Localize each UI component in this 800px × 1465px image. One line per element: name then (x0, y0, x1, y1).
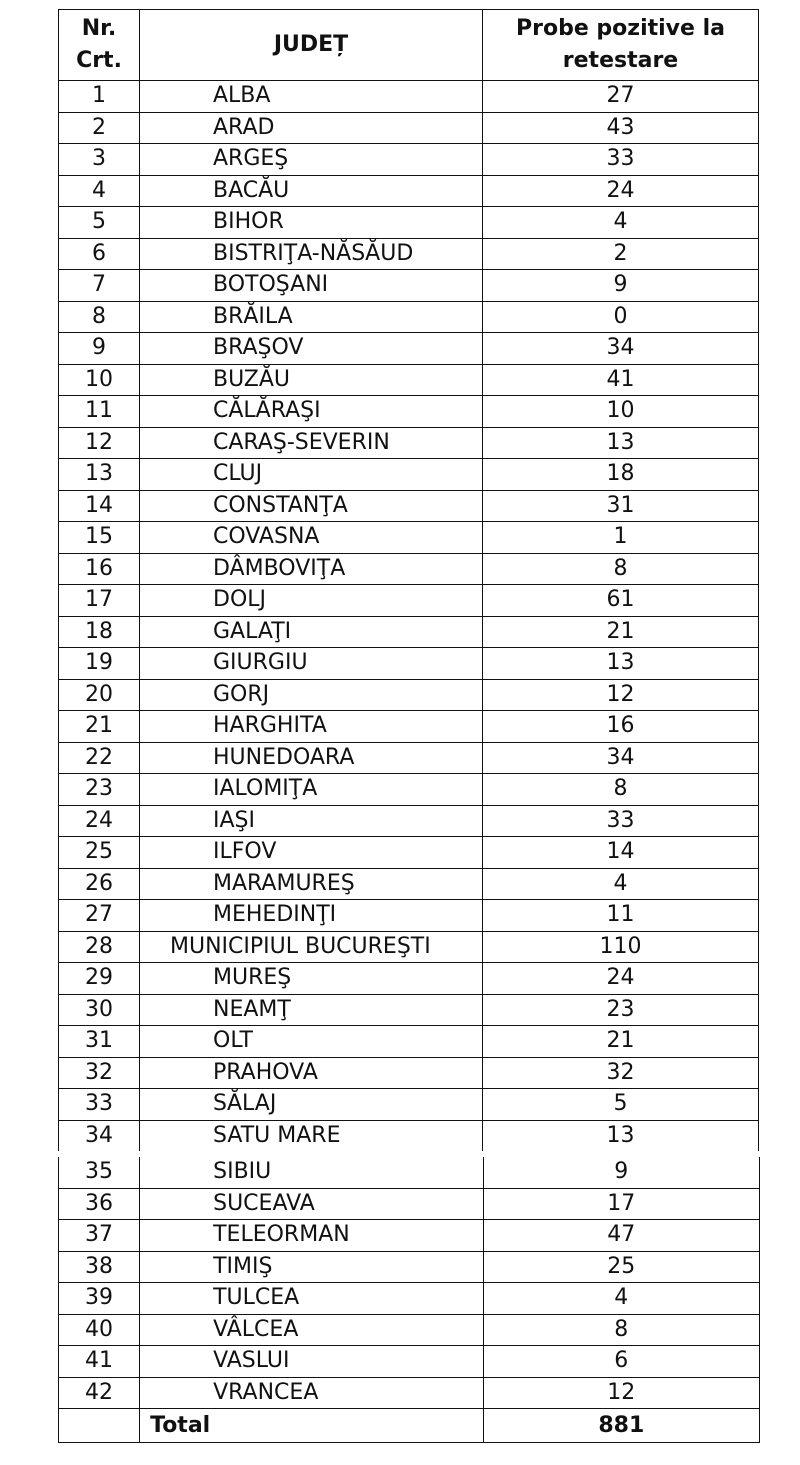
county-name: GIURGIU (140, 648, 483, 680)
county-name: ALBA (140, 81, 483, 113)
positive-count: 41 (483, 364, 759, 396)
row-number: 36 (59, 1188, 140, 1220)
positive-count: 11 (483, 900, 759, 932)
row-number: 10 (59, 364, 140, 396)
county-name: COVASNA (140, 522, 483, 554)
county-name: GALAŢI (140, 616, 483, 648)
positive-count: 43 (483, 112, 759, 144)
county-name: VASLUI (140, 1346, 483, 1378)
row-number: 21 (59, 711, 140, 743)
positive-count: 8 (483, 553, 759, 585)
positive-count: 4 (483, 868, 759, 900)
table-row (59, 459, 759, 491)
county-name: SUCEAVA (140, 1188, 483, 1220)
row-number: 35 (59, 1157, 140, 1188)
county-name: CLUJ (140, 459, 483, 491)
positive-count: 0 (483, 301, 759, 333)
table-row (59, 1057, 759, 1089)
positive-count: 18 (483, 459, 759, 491)
county-table-part-2 (58, 1157, 760, 1443)
row-number: 28 (59, 931, 140, 963)
table-row (59, 711, 759, 743)
table-row (59, 207, 759, 239)
positive-count: 23 (483, 994, 759, 1026)
county-name: SATU MARE (140, 1120, 483, 1151)
table-row (59, 585, 759, 617)
row-number: 9 (59, 333, 140, 365)
table-row (59, 1346, 760, 1378)
table-header-row (59, 10, 759, 81)
table-row (59, 1220, 760, 1252)
table-row (59, 301, 759, 333)
row-number: 11 (59, 396, 140, 428)
table-row (59, 81, 759, 113)
header-probe-pozitive: Probe pozitive la retestare (483, 10, 759, 81)
row-number: 19 (59, 648, 140, 680)
table-row (59, 553, 759, 585)
positive-count: 33 (483, 144, 759, 176)
county-name: ILFOV (140, 837, 483, 869)
table-row (59, 238, 759, 270)
row-number: 22 (59, 742, 140, 774)
positive-count: 9 (483, 1157, 759, 1188)
row-number: 8 (59, 301, 140, 333)
positive-count: 33 (483, 805, 759, 837)
table-row (59, 868, 759, 900)
county-name: CARAŞ-SEVERIN (140, 427, 483, 459)
table-row (59, 616, 759, 648)
row-number: 7 (59, 270, 140, 302)
positive-count: 13 (483, 1120, 759, 1151)
row-number: 18 (59, 616, 140, 648)
row-number: 32 (59, 1057, 140, 1089)
positive-count: 4 (483, 207, 759, 239)
row-number: 27 (59, 900, 140, 932)
positive-count: 4 (483, 1283, 759, 1315)
positive-count: 27 (483, 81, 759, 113)
row-number: 39 (59, 1283, 140, 1315)
row-number: 15 (59, 522, 140, 554)
county-name: NEAMŢ (140, 994, 483, 1026)
row-number: 38 (59, 1251, 140, 1283)
total-label: Total (140, 1409, 483, 1443)
county-name: TIMIŞ (140, 1251, 483, 1283)
county-name: CONSTANŢA (140, 490, 483, 522)
table-row (59, 1188, 760, 1220)
table-row (59, 837, 759, 869)
county-name: DÂMBOVIŢA (140, 553, 483, 585)
table-row (59, 364, 759, 396)
positive-count: 61 (483, 585, 759, 617)
table-row (59, 1314, 760, 1346)
county-name: TULCEA (140, 1283, 483, 1315)
positive-count: 8 (483, 1314, 759, 1346)
positive-count: 17 (483, 1188, 759, 1220)
positive-count: 12 (483, 1377, 759, 1409)
positive-count: 34 (483, 333, 759, 365)
row-number: 33 (59, 1089, 140, 1121)
row-number: 1 (59, 81, 140, 113)
positive-count: 32 (483, 1057, 759, 1089)
header-nr-crt: Nr. Crt. (59, 10, 140, 81)
positive-count: 5 (483, 1089, 759, 1121)
county-name: DOLJ (140, 585, 483, 617)
total-empty-cell (59, 1409, 140, 1443)
table-row (59, 1089, 759, 1121)
row-number: 16 (59, 553, 140, 585)
positive-count: 14 (483, 837, 759, 869)
table-row (59, 270, 759, 302)
row-number: 23 (59, 774, 140, 806)
table-row (59, 742, 759, 774)
row-number: 31 (59, 1026, 140, 1058)
row-number: 13 (59, 459, 140, 491)
county-name: BIHOR (140, 207, 483, 239)
table-row (59, 1251, 760, 1283)
county-name: SIBIU (140, 1157, 483, 1188)
table-row (59, 774, 759, 806)
table-row (59, 333, 759, 365)
positive-count: 1 (483, 522, 759, 554)
county-name: ARAD (140, 112, 483, 144)
positive-count: 34 (483, 742, 759, 774)
row-number: 2 (59, 112, 140, 144)
table-row (59, 805, 759, 837)
county-name: IALOMIŢA (140, 774, 483, 806)
table-row (59, 112, 759, 144)
county-name: BRAŞOV (140, 333, 483, 365)
row-number: 12 (59, 427, 140, 459)
county-name: ARGEŞ (140, 144, 483, 176)
county-name: HUNEDOARA (140, 742, 483, 774)
positive-count: 47 (483, 1220, 759, 1252)
table-row (59, 1283, 760, 1315)
table-row (59, 931, 759, 963)
county-name: BOTOŞANI (140, 270, 483, 302)
table-row (59, 1026, 759, 1058)
county-name: BRĂILA (140, 301, 483, 333)
county-name: BUZĂU (140, 364, 483, 396)
county-name: BISTRIŢA-NĂSĂUD (140, 238, 483, 270)
row-number: 41 (59, 1346, 140, 1378)
positive-count: 13 (483, 648, 759, 680)
positive-count: 12 (483, 679, 759, 711)
positive-count: 21 (483, 1026, 759, 1058)
table-row (59, 1157, 760, 1188)
row-number: 29 (59, 963, 140, 995)
header-judet: JUDEȚ (140, 10, 483, 81)
county-table-part-1 (58, 9, 759, 1151)
county-name: TELEORMAN (140, 1220, 483, 1252)
row-number: 37 (59, 1220, 140, 1252)
county-name: OLT (140, 1026, 483, 1058)
table-row (59, 963, 759, 995)
row-number: 34 (59, 1120, 140, 1151)
row-number: 40 (59, 1314, 140, 1346)
table-row (59, 522, 759, 554)
positive-count: 13 (483, 427, 759, 459)
county-name: BACĂU (140, 175, 483, 207)
county-name: GORJ (140, 679, 483, 711)
total-value: 881 (483, 1409, 759, 1443)
row-number: 4 (59, 175, 140, 207)
row-number: 6 (59, 238, 140, 270)
positive-count: 9 (483, 270, 759, 302)
table-row (59, 679, 759, 711)
county-name: SĂLAJ (140, 1089, 483, 1121)
positive-count: 2 (483, 238, 759, 270)
total-row (59, 1409, 760, 1443)
table-row (59, 144, 759, 176)
positive-count: 24 (483, 175, 759, 207)
row-number: 17 (59, 585, 140, 617)
county-name: IAŞI (140, 805, 483, 837)
table-row (59, 1377, 760, 1409)
row-number: 5 (59, 207, 140, 239)
county-name: VRANCEA (140, 1377, 483, 1409)
county-name: CĂLĂRAŞI (140, 396, 483, 428)
positive-count: 16 (483, 711, 759, 743)
county-name: MUNICIPIUL BUCUREŞTI (140, 931, 483, 963)
table-row (59, 396, 759, 428)
positive-count: 24 (483, 963, 759, 995)
positive-count: 10 (483, 396, 759, 428)
positive-count: 31 (483, 490, 759, 522)
table-row (59, 490, 759, 522)
table-row (59, 1120, 759, 1151)
table-row (59, 900, 759, 932)
row-number: 24 (59, 805, 140, 837)
table-row (59, 175, 759, 207)
row-number: 3 (59, 144, 140, 176)
table-row (59, 427, 759, 459)
row-number: 20 (59, 679, 140, 711)
county-name: MEHEDINŢI (140, 900, 483, 932)
row-number: 14 (59, 490, 140, 522)
positive-count: 110 (483, 931, 759, 963)
county-name: PRAHOVA (140, 1057, 483, 1089)
positive-count: 21 (483, 616, 759, 648)
row-number: 25 (59, 837, 140, 869)
table-row (59, 648, 759, 680)
county-name: VÂLCEA (140, 1314, 483, 1346)
row-number: 42 (59, 1377, 140, 1409)
county-name: HARGHITA (140, 711, 483, 743)
row-number: 30 (59, 994, 140, 1026)
table-row (59, 994, 759, 1026)
row-number: 26 (59, 868, 140, 900)
positive-count: 8 (483, 774, 759, 806)
positive-count: 25 (483, 1251, 759, 1283)
county-name: MUREŞ (140, 963, 483, 995)
positive-count: 6 (483, 1346, 759, 1378)
county-name: MARAMUREŞ (140, 868, 483, 900)
